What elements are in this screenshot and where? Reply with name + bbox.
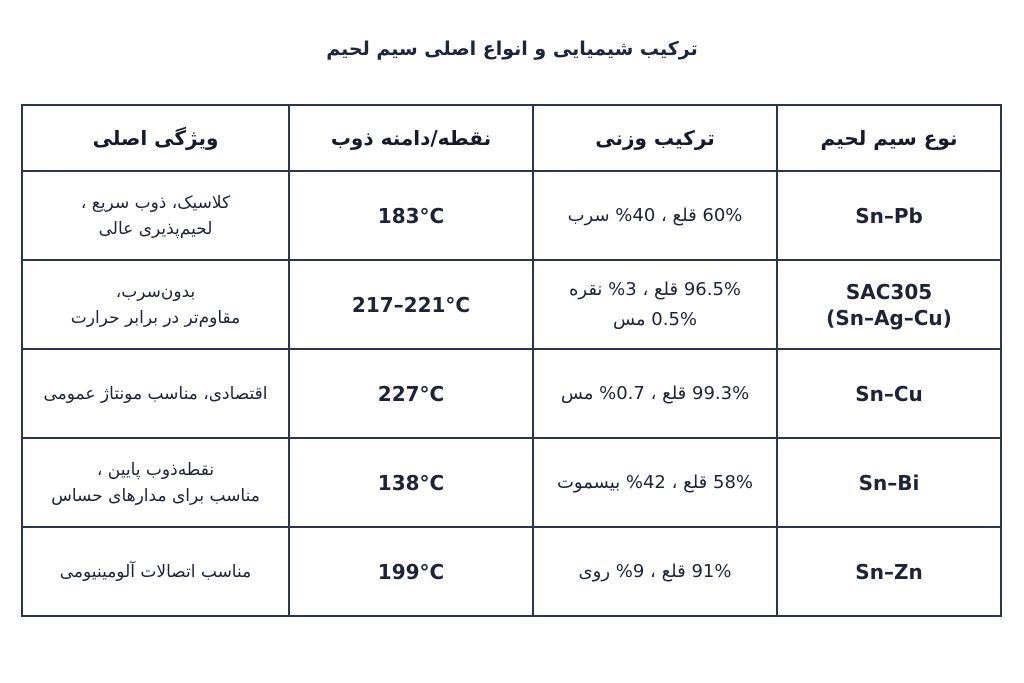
feature-line: بدون‌سرب، <box>115 281 196 302</box>
cell-composition <box>533 438 777 527</box>
cell-feature <box>22 349 289 438</box>
cell-composition <box>533 260 777 349</box>
cell-feature <box>22 260 289 349</box>
cell-feature <box>22 527 289 616</box>
cell-composition <box>533 527 777 616</box>
header-feature: ویژگی اصلی <box>22 105 289 171</box>
cell-composition <box>533 349 777 438</box>
type-line: Sn–Zn <box>855 559 923 584</box>
type-line: SAC305 <box>845 279 933 304</box>
feature-line: اقتصادی، مناسب مونتاژ عمومی <box>43 383 268 404</box>
composition-line: 99.3% قلع ، 0.7% مس <box>560 382 750 404</box>
cell-type <box>777 349 1001 438</box>
type-line: (Sn–Ag–Cu) <box>826 305 952 330</box>
type-line: Sn–Bi <box>858 470 920 495</box>
composition-line: 96.5% قلع ، 3% نقره <box>568 278 742 300</box>
table-row <box>22 527 1001 616</box>
cell-composition <box>533 171 777 260</box>
feature-line: مناسب اتصالات آلومینیومی <box>59 561 252 582</box>
composition-line: 0.5% مس <box>612 308 698 330</box>
header-melting: نقطه/دامنه ذوب <box>289 105 533 171</box>
cell-type <box>777 527 1001 616</box>
header-composition: ترکیب وزنی <box>533 105 777 171</box>
feature-line: مناسب برای مدارهای حساس <box>51 485 260 506</box>
cell-type <box>777 171 1001 260</box>
cell-melting: 199°C <box>289 527 533 616</box>
cell-melting: 183°C <box>289 171 533 260</box>
cell-melting: 217–221°C <box>289 260 533 349</box>
cell-type <box>777 260 1001 349</box>
table-row <box>22 171 1001 260</box>
table-header-row <box>22 105 1001 171</box>
cell-type <box>777 438 1001 527</box>
cell-melting: 227°C <box>289 349 533 438</box>
feature-line: کلاسیک، ذوب سریع ، <box>80 192 231 213</box>
composition-line: 91% قلع ، 9% روی <box>578 560 732 582</box>
feature-line: مقاوم‌تر در برابر حرارت <box>70 307 241 328</box>
cell-feature <box>22 171 289 260</box>
page-title: ترکیب شیمیایی و انواع اصلی سیم لحیم <box>326 38 698 60</box>
table-row <box>22 260 1001 349</box>
table-row <box>22 349 1001 438</box>
type-line: Sn–Cu <box>855 381 923 406</box>
feature-line: لحیم‌پذیری عالی <box>98 218 213 239</box>
composition-line: 60% قلع ، 40% سرب <box>567 204 743 226</box>
table-row <box>22 438 1001 527</box>
cell-feature <box>22 438 289 527</box>
feature-line: نقطه‌ذوب پایین ، <box>96 459 215 480</box>
type-line: Sn–Pb <box>855 203 923 228</box>
composition-line: 58% قلع ، 42% بیسموت <box>556 471 754 493</box>
solder-table <box>21 104 1002 617</box>
cell-melting: 138°C <box>289 438 533 527</box>
header-type: نوع سیم لحیم <box>777 105 1001 171</box>
